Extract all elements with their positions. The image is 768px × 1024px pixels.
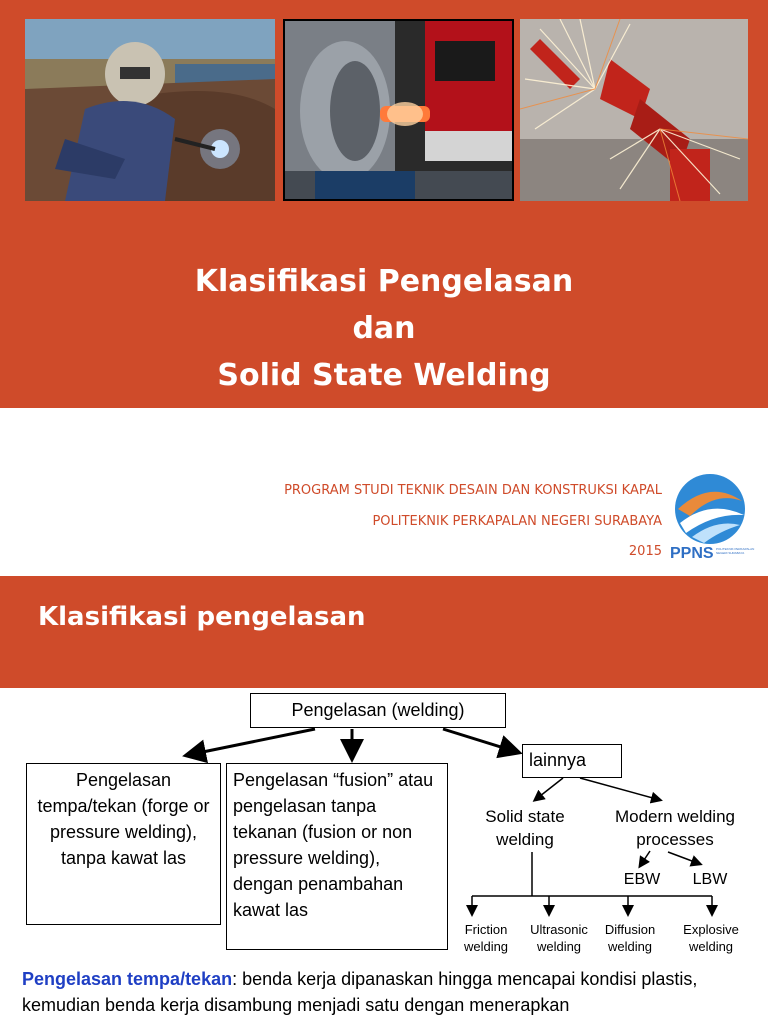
forge-welding-node: Pengelasan tempa/tekan (forge or pressure welding), tanpa kawat las bbox=[26, 763, 221, 925]
definition-paragraph bbox=[22, 966, 762, 1018]
explosive-welding-label: Explosive welding bbox=[683, 922, 739, 954]
other-node: lainnya bbox=[522, 744, 622, 778]
welder-photo bbox=[25, 19, 275, 201]
friction-welding-label: Friction welding bbox=[463, 922, 509, 954]
title-line-1: Klasifikasi Pengelasan bbox=[194, 264, 574, 299]
modern-welding-label: Modern welding processes bbox=[614, 807, 735, 849]
section-heading: Klasifikasi pengelasan bbox=[38, 602, 366, 632]
lbw-label: LBW bbox=[692, 871, 728, 888]
fusion-welding-node: Pengelasan “fusion” atau pengelasan tanpa tekanan (fusion or non pressure welding), dengan penambahan kawat las bbox=[226, 763, 448, 950]
section-header bbox=[0, 576, 768, 688]
presentation-title bbox=[0, 258, 768, 399]
title-slide bbox=[0, 0, 768, 408]
definition-term: Pengelasan tempa/tekan bbox=[22, 969, 233, 989]
solid-state-welding-label: Solid state welding bbox=[485, 807, 565, 849]
logo-subtext: POLITEKNIK PERKAPALAN NEGERI SURABAYA bbox=[716, 547, 755, 555]
diffusion-welding-label: Diffusion welding bbox=[604, 922, 656, 954]
logo-text: PPNS bbox=[670, 545, 714, 562]
robotic-welding-sparks-photo bbox=[520, 19, 748, 201]
friction-welding-machine-photo bbox=[283, 19, 514, 201]
definition-text: : benda kerja dipanaskan hingga mencapai kondisi plastis, kemudian benda kerja disambung menjadi satu dengan menerapkan bbox=[22, 969, 698, 1015]
title-line-3: Solid State Welding bbox=[217, 358, 551, 393]
program-name: PROGRAM STUDI TEKNIK DESAIN DAN KONSTRUKSI KAPAL bbox=[284, 483, 662, 498]
title-line-2: dan bbox=[352, 311, 416, 346]
root-node: Pengelasan (welding) bbox=[250, 693, 506, 728]
institution-name: POLITEKNIK PERKAPALAN NEGERI SURABAYA bbox=[372, 514, 662, 529]
ebw-label: EBW bbox=[623, 871, 661, 888]
ultrasonic-welding-label: Ultrasonic welding bbox=[530, 922, 588, 954]
year: 2015 bbox=[628, 544, 662, 559]
